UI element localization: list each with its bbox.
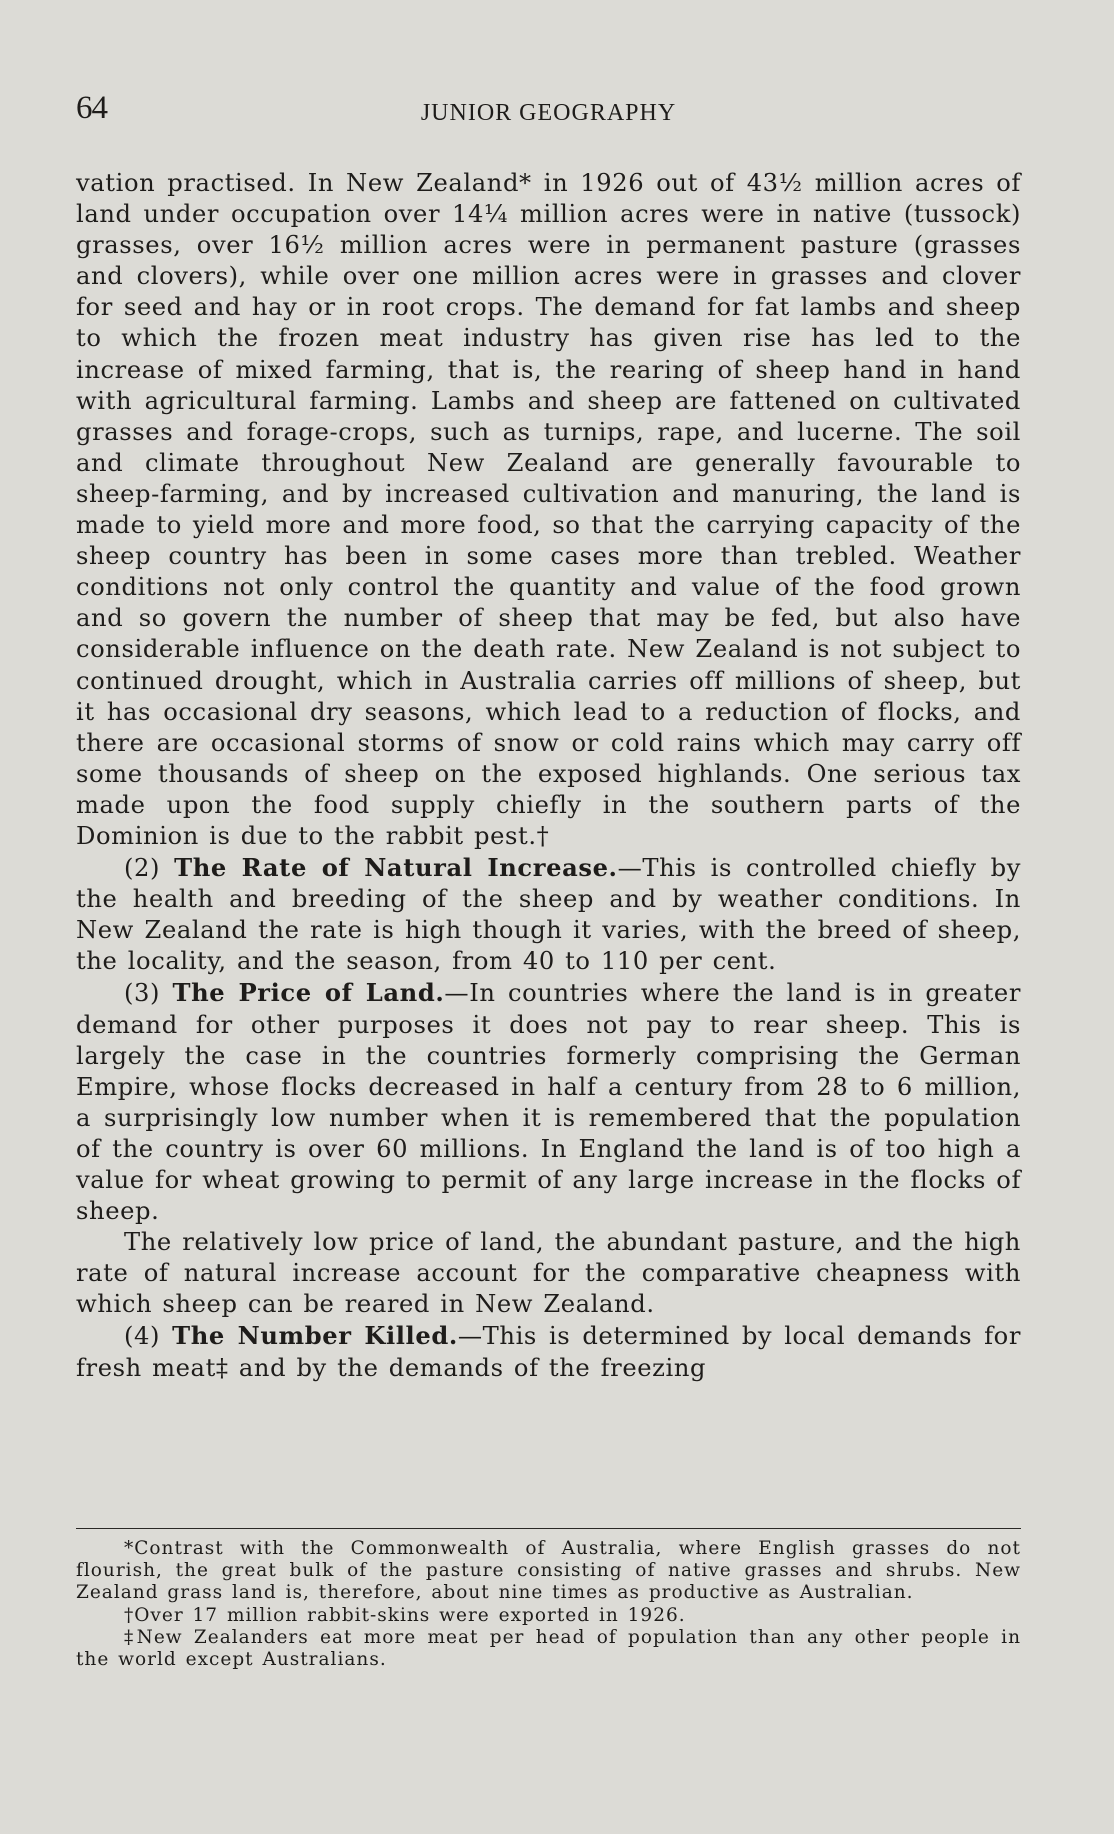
section-text: —This is controlled chiefly by the health and breeding of the sheep and by weather conditions. In New Zealand the rate is high though it varies, with the breed of sheep, the locality, and the season, from 40 to 110 per cent.	[76, 854, 1021, 976]
section-number: (4)	[124, 1322, 173, 1351]
paragraph-price-of-land	[76, 977, 1021, 1227]
section-heading: The Rate of Natural Increase.	[174, 853, 618, 883]
paragraph-continuation: vation practised. In New Zealand* in 1926 out of 43½ million acres of land under occupation over 14¼ million acres were in native (tussock) grasses, over 16½ million acres were in permanent pasture (grasses and clovers), while over one million acres were in grasses and clover for seed and hay or in root crops. The demand for fat lambs and sheep to which the frozen meat industry has given rise has led to the increase of mixed farming, that is, the rearing of sheep hand in hand with agricultural farming. Lambs and sheep are fattened on cultivated grasses and forage-crops, such as turnips, rape, and lucerne. The soil and climate throughout New Zealand are generally favourable to sheep-farming, and by increased cultivation and manuring, the land is made to yield more and more food, so that the carrying capacity of the sheep country has been in some cases more than trebled. Weather conditions not only control the quantity and value of the food grown and so govern the number of sheep that may be fed, but also have considerable influence on the death rate. New Zealand is not subject to continued drought, which in Australia carries off millions of sheep, but it has occasional dry seasons, which lead to a reduction of flocks, and there are occasional storms of snow or cold rains which may carry off some thousands of sheep on the exposed highlands. One serious tax made upon the food supply chiefly in the southern parts of the Dominion is due to the rabbit pest.†	[76, 169, 1021, 850]
footnote-divider	[76, 1528, 1021, 1529]
section-text: —In countries where the land is in greater demand for other purposes it does not pay to rear sheep. This is largely the case in the countries formerly comprising the German Empire, whose flocks decreased in half a century from 28 to 6 million, a surprisingly low number when it is remembered that the population of the country is over 60 millions. In England the land is of too high a value for wheat growing to permit of any large increase in the flocks of sheep.	[76, 979, 1021, 1226]
paragraph-rate-of-natural-increase	[76, 852, 1021, 977]
footnotes	[76, 1538, 1021, 1671]
body-text	[76, 168, 1021, 1384]
footnote-asterisk: *Contrast with the Commonwealth of Australia, where English grasses do not flourish, the great bulk of the pasture consisting of native grasses and shrubs. New Zealand grass land is, therefore, about nine times as productive as Australian.	[76, 1538, 1021, 1604]
section-heading: The Price of Land.	[172, 978, 445, 1008]
section-number: (2)	[124, 854, 175, 883]
paragraph-number-killed	[76, 1320, 1021, 1383]
paragraph-low-price: The relatively low price of land, the abundant pasture, and the high rate of natural increase account for the comparative cheapness with which sheep can be reared in New Zealand.	[76, 1228, 1021, 1319]
section-text: —This is determined by local demands for fresh meat‡ and by the demands of the freezing	[76, 1322, 1021, 1382]
page-header	[76, 90, 1021, 130]
section-number: (3)	[124, 979, 173, 1008]
section-heading: The Number Killed.	[172, 1321, 458, 1351]
running-head: JUNIOR GEOGRAPHY	[420, 100, 677, 126]
footnote-dagger: †Over 17 million rabbit-skins were exported in 1926.	[124, 1604, 686, 1626]
page-number: 64	[76, 90, 107, 126]
footnote-double-dagger: ‡New Zealanders eat more meat per head of population than any other people in the world except Australians.	[76, 1626, 1021, 1671]
